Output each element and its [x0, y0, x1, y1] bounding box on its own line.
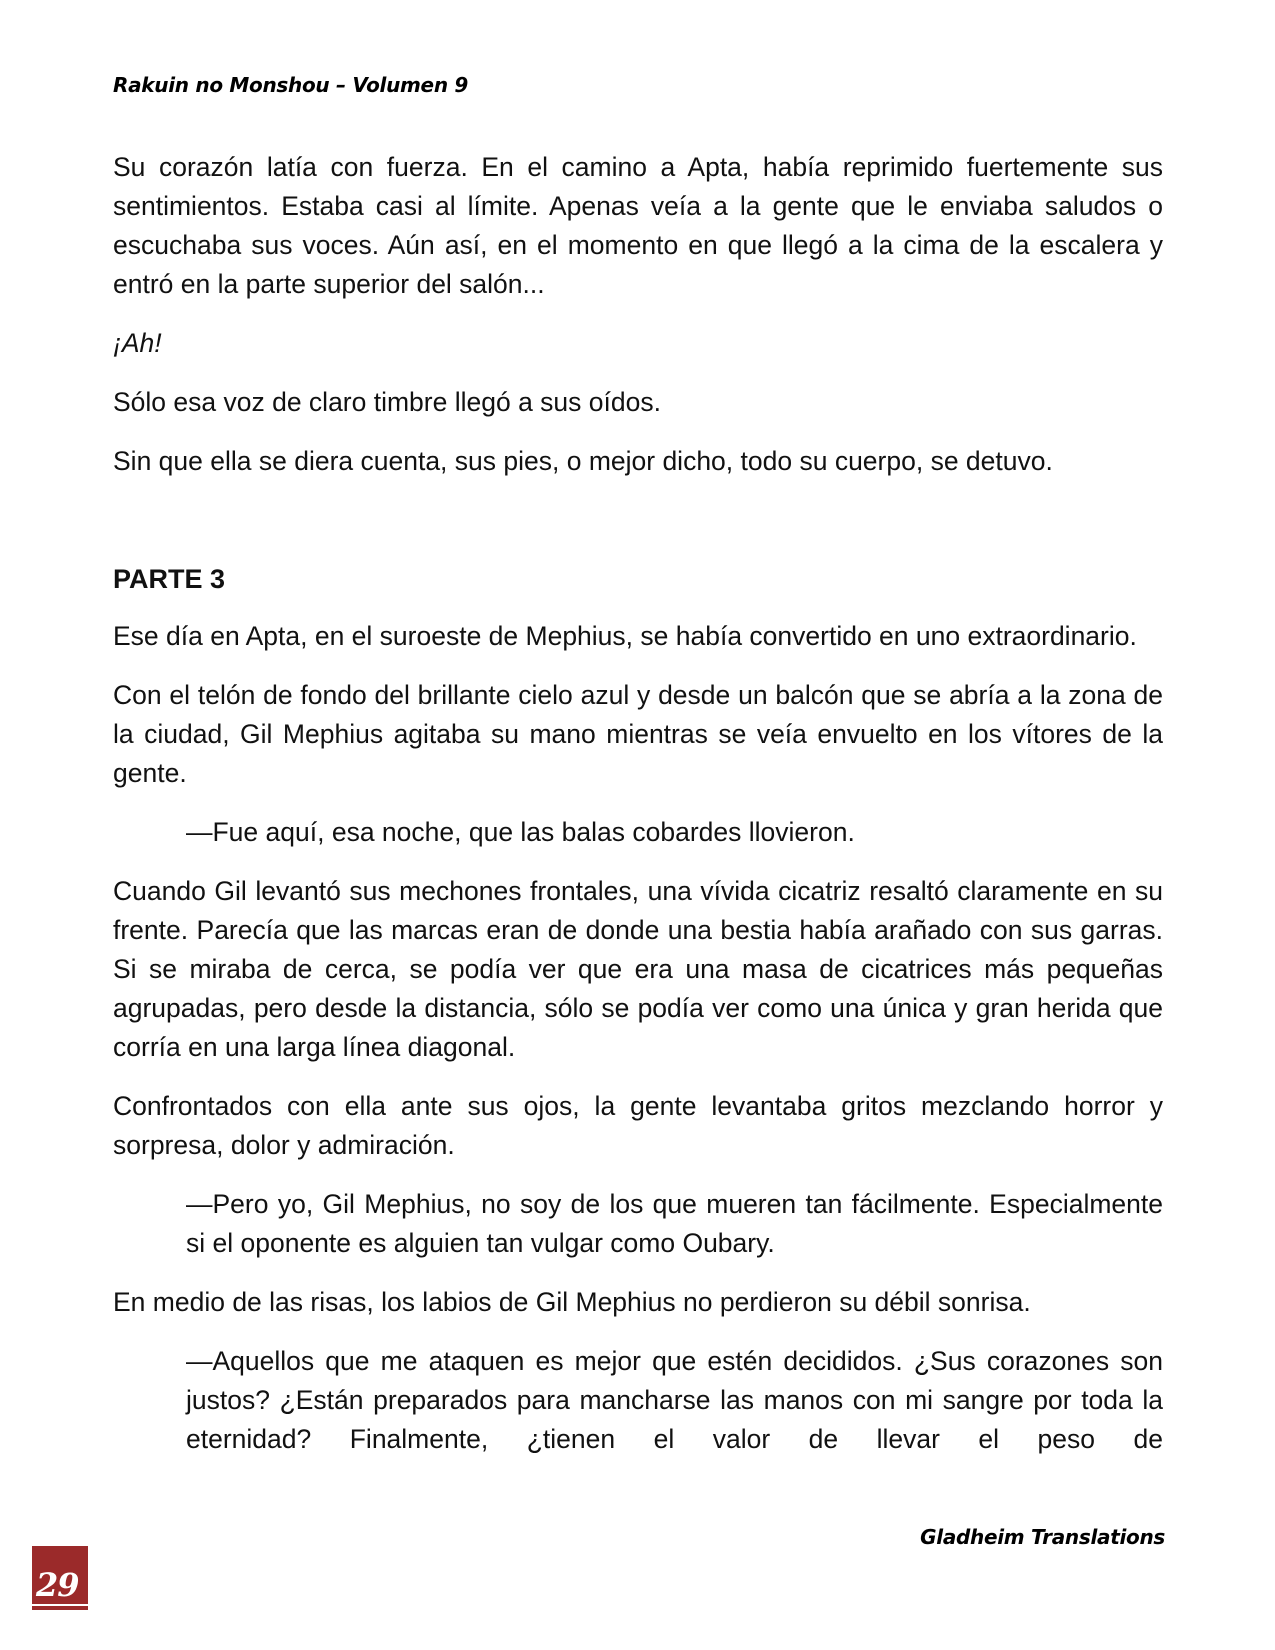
dialogue-paragraph: —Aquellos que me ataquen es mejor que estén decididos. ¿Sus corazones son justos? ¿Están preparados para mancharse las manos con mi sangre por toda la eternidad? Finalmente, ¿tienen el valor de llevar el peso de: [186, 1346, 1163, 1454]
paragraph: Sólo esa voz de claro timbre llegó a sus oídos.: [113, 387, 661, 417]
dialogue-paragraph: —Fue aquí, esa noche, que las balas cobardes llovieron.: [186, 817, 855, 847]
running-header: Rakuin no Monshou – Volumen 9: [113, 73, 469, 97]
page-number: 29: [36, 1566, 79, 1604]
paragraph: Su corazón latía con fuerza. En el camino a Apta, había reprimido fuertemente sus sentimientos. Estaba casi al límite. Apenas veía a la gente que le enviaba saludos o escuchaba sus voces. Aún así, en el momento en que llegó a la cima de la escalera y entró en la parte superior del salón...: [113, 152, 1163, 299]
paragraph: Sin que ella se diera cuenta, sus pies, o mejor dicho, todo su cuerpo, se detuvo.: [113, 446, 1053, 476]
page-number-underline: [32, 1604, 88, 1606]
exclamation-paragraph: ¡Ah!: [113, 328, 162, 358]
body-text: [113, 148, 1163, 1479]
footer-credit: Gladheim Translations: [920, 1525, 1165, 1549]
paragraph: Confrontados con ella ante sus ojos, la gente levantaba gritos mezclando horror y sorpresa, dolor y admiración.: [113, 1091, 1163, 1160]
paragraph: En medio de las risas, los labios de Gil Mephius no perdieron su débil sonrisa.: [113, 1287, 1031, 1317]
section-heading: PARTE 3: [113, 564, 226, 594]
paragraph: Ese día en Apta, en el suroeste de Mephius, se había convertido en uno extraordinario.: [113, 621, 1137, 651]
paragraph: Cuando Gil levantó sus mechones frontales, una vívida cicatriz resaltó claramente en su frente. Parecía que las marcas eran de donde una bestia había arañado con sus garras. Si se miraba de cerca, se podía ver que era una masa de cicatrices más pequeñas agrupadas, pero desde la distancia, sólo se podía ver como una única y gran herida que corría en una larga línea diagonal.: [113, 876, 1163, 1062]
dialogue-paragraph: —Pero yo, Gil Mephius, no soy de los que mueren tan fácilmente. Especialmente si el oponente es alguien tan vulgar como Oubary.: [186, 1189, 1163, 1258]
paragraph: Con el telón de fondo del brillante cielo azul y desde un balcón que se abría a la zona de la ciudad, Gil Mephius agitaba su mano mientras se veía envuelto en los vítores de la gente.: [113, 680, 1163, 788]
